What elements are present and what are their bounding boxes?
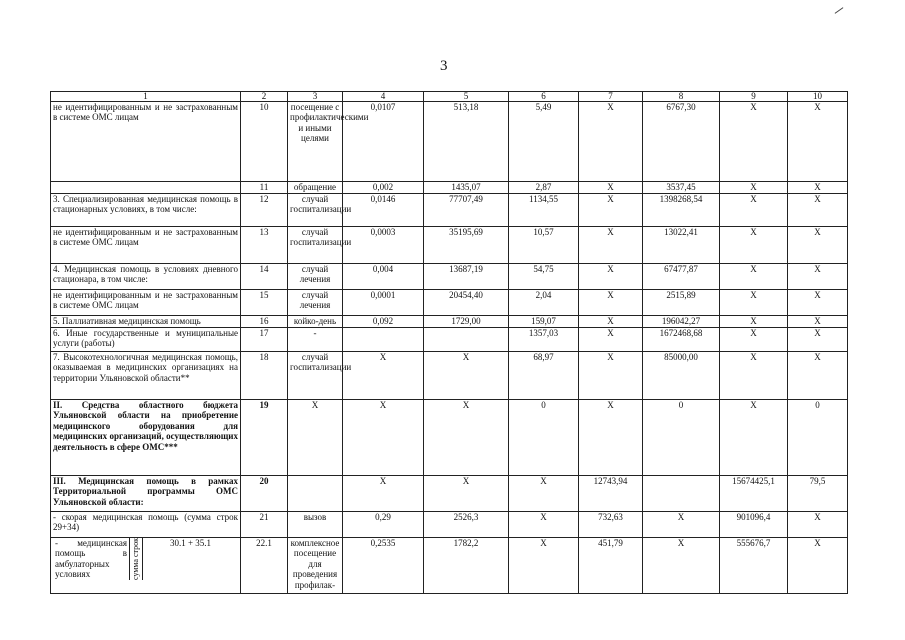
- row-col-10: Х: [788, 182, 848, 194]
- row-line-number: 11: [241, 182, 288, 194]
- row-col-4: 0,29: [343, 512, 424, 538]
- header-cell: 6: [509, 92, 579, 102]
- row-col-6: Х: [509, 538, 579, 594]
- row-col-10: 0: [788, 400, 848, 476]
- row-col-9: Х: [720, 194, 788, 227]
- row-col-5: Х: [424, 352, 509, 400]
- row-name-split: [51, 538, 241, 594]
- row-col-10: Х: [788, 264, 848, 290]
- row-name: III. Медицинская помощь в рамках Территориальной программы ОМС Ульяновской области:: [51, 476, 241, 512]
- table-row: [51, 328, 848, 352]
- row-col-8: 6767,30: [643, 102, 720, 182]
- row-name: II. Средства областного бюджета Ульяновской области на приобретение медицинского оборудования для медицинских организаций, осуществляющих деятельность в сфере ОМС***: [51, 400, 241, 476]
- row-col-9: 901096,4: [720, 512, 788, 538]
- row-col-4: 0,0003: [343, 227, 424, 264]
- row-line-number: 10: [241, 102, 288, 182]
- table-row: [51, 512, 848, 538]
- row-col-7: 12743,94: [579, 476, 643, 512]
- row-col-8: 0: [643, 400, 720, 476]
- row-name: - медицинская помощь в амбулаторных условиях: [55, 538, 127, 580]
- row-col-9: Х: [720, 264, 788, 290]
- row-col-10: Х: [788, 316, 848, 328]
- row-col-8: 196042,27: [643, 316, 720, 328]
- row-col-6: 54,75: [509, 264, 579, 290]
- row-col-5: 20454,40: [424, 290, 509, 316]
- row-line-number: 14: [241, 264, 288, 290]
- row-col-10: Х: [788, 194, 848, 227]
- row-name: 7. Высокотехнологичная медицинская помощь, оказываемая в медицинских организациях на территории Ульяновской области**: [51, 352, 241, 400]
- row-col-4: 0,002: [343, 182, 424, 194]
- row-name: [51, 182, 241, 194]
- row-col-4: [343, 328, 424, 352]
- row-name: 4. Медицинская помощь в условиях дневного стационара, в том числе:: [51, 264, 241, 290]
- row-col-7: 732,63: [579, 512, 643, 538]
- row-col-6: 5,49: [509, 102, 579, 182]
- row-col-6: Х: [509, 476, 579, 512]
- row-line-number: 13: [241, 227, 288, 264]
- row-col-10: Х: [788, 512, 848, 538]
- row-col-9: Х: [720, 182, 788, 194]
- row-name: не идентифицированным и не застрахованным в системе ОМС лицам: [51, 290, 241, 316]
- row-unit: посещение с профилактическими и иными целями: [288, 102, 343, 182]
- row-col-8: [643, 476, 720, 512]
- row-unit: -: [288, 328, 343, 352]
- row-col-6: 2,87: [509, 182, 579, 194]
- row-unit: случай лечения: [288, 264, 343, 290]
- table-row: [51, 227, 848, 264]
- row-line-number: 17: [241, 328, 288, 352]
- row-line-number: 12: [241, 194, 288, 227]
- row-col-9: Х: [720, 328, 788, 352]
- header-cell: 3: [288, 92, 343, 102]
- row-col-6: 68,97: [509, 352, 579, 400]
- row-unit: [288, 476, 343, 512]
- table-row: [51, 290, 848, 316]
- table-row: [51, 316, 848, 328]
- row-col-8: 1398268,54: [643, 194, 720, 227]
- row-line-number: 20: [241, 476, 288, 512]
- row-line-number: 15: [241, 290, 288, 316]
- row-col-8: Х: [643, 538, 720, 594]
- row-col-5: 2526,3: [424, 512, 509, 538]
- row-col-4: 0,0146: [343, 194, 424, 227]
- header-cell: 4: [343, 92, 424, 102]
- row-col-10: Х: [788, 352, 848, 400]
- row-col-6: Х: [509, 512, 579, 538]
- row-col-7: Х: [579, 290, 643, 316]
- row-col-9: 15674425,1: [720, 476, 788, 512]
- row-col-9: Х: [720, 227, 788, 264]
- row-unit: случай лечения: [288, 290, 343, 316]
- row-col-7: Х: [579, 352, 643, 400]
- row-unit: случай госпитализации: [288, 227, 343, 264]
- corner-mark: [835, 7, 844, 14]
- row-unit: койко-день: [288, 316, 343, 328]
- row-col-4: 0,2535: [343, 538, 424, 594]
- header-cell: 8: [643, 92, 720, 102]
- row-name: - скорая медицинская помощь (сумма строк 29+34): [51, 512, 241, 538]
- row-col-6: 0: [509, 400, 579, 476]
- row-col-10: Х: [788, 290, 848, 316]
- table-row: [51, 476, 848, 512]
- row-col-4: 0,0107: [343, 102, 424, 182]
- table-row: [51, 264, 848, 290]
- row-col-5: Х: [424, 400, 509, 476]
- row-line-number: 16: [241, 316, 288, 328]
- header-row: [51, 92, 848, 102]
- row-line-number: 21: [241, 512, 288, 538]
- row-col-5: 13687,19: [424, 264, 509, 290]
- row-col-5: [424, 328, 509, 352]
- row-line-number: 18: [241, 352, 288, 400]
- row-col-6: 159,07: [509, 316, 579, 328]
- row-unit: случай госпитализации: [288, 194, 343, 227]
- row-col-10: Х: [788, 227, 848, 264]
- row-col-8: 85000,00: [643, 352, 720, 400]
- row-col-7: Х: [579, 316, 643, 328]
- row-col-8: 13022,41: [643, 227, 720, 264]
- table-row: [51, 194, 848, 227]
- row-formula: 30.1 + 35.1: [169, 538, 212, 548]
- data-table: [50, 91, 848, 594]
- row-col-10: Х: [788, 328, 848, 352]
- row-col-6: 2,04: [509, 290, 579, 316]
- row-col-5: 1729,00: [424, 316, 509, 328]
- row-col-4: 0,004: [343, 264, 424, 290]
- row-col-7: Х: [579, 227, 643, 264]
- row-col-5: 513,18: [424, 102, 509, 182]
- row-col-10: Х: [788, 538, 848, 594]
- row-col-5: 1782,2: [424, 538, 509, 594]
- header-cell: 2: [241, 92, 288, 102]
- header-cell: 5: [424, 92, 509, 102]
- row-unit: случай госпитализации: [288, 352, 343, 400]
- row-col-4: 0,092: [343, 316, 424, 328]
- table-row: [51, 102, 848, 182]
- row-name: 3. Специализированная медицинская помощь в стационарных условиях, в том числе:: [51, 194, 241, 227]
- header-cell: 10: [788, 92, 848, 102]
- row-col-9: Х: [720, 400, 788, 476]
- row-name: не идентифицированным и не застрахованным в системе ОМС лицам: [51, 102, 241, 182]
- row-col-5: 35195,69: [424, 227, 509, 264]
- header-cell: 1: [51, 92, 241, 102]
- row-col-5: 77707,49: [424, 194, 509, 227]
- row-col-4: Х: [343, 400, 424, 476]
- row-col-5: 1435,07: [424, 182, 509, 194]
- vertical-label: сумма строк: [129, 538, 143, 580]
- row-col-10: Х: [788, 102, 848, 182]
- header-cell: 7: [579, 92, 643, 102]
- table-row: [51, 182, 848, 194]
- row-col-8: 2515,89: [643, 290, 720, 316]
- row-col-6: 1357,03: [509, 328, 579, 352]
- row-col-4: Х: [343, 352, 424, 400]
- row-col-9: Х: [720, 290, 788, 316]
- table-row: [51, 538, 848, 594]
- row-line-number: 22.1: [241, 538, 288, 594]
- row-col-8: Х: [643, 512, 720, 538]
- row-col-7: Х: [579, 182, 643, 194]
- row-name: 6. Иные государственные и муниципальные услуги (работы): [51, 328, 241, 352]
- row-col-10: 79,5: [788, 476, 848, 512]
- row-unit: вызов: [288, 512, 343, 538]
- row-col-7: Х: [579, 264, 643, 290]
- page-number: 3: [440, 58, 448, 74]
- row-col-4: 0,0001: [343, 290, 424, 316]
- row-unit: комплексное посещение для проведения профилак-: [288, 538, 343, 594]
- row-name: 5. Паллиативная медицинская помощь: [51, 316, 241, 328]
- row-col-8: 3537,45: [643, 182, 720, 194]
- row-col-7: Х: [579, 194, 643, 227]
- row-col-9: Х: [720, 352, 788, 400]
- row-col-5: Х: [424, 476, 509, 512]
- row-unit: обращение: [288, 182, 343, 194]
- row-col-9: 555676,7: [720, 538, 788, 594]
- row-col-7: Х: [579, 400, 643, 476]
- row-col-8: 67477,87: [643, 264, 720, 290]
- table-row: [51, 352, 848, 400]
- table-row: [51, 400, 848, 476]
- row-col-6: 10,57: [509, 227, 579, 264]
- row-col-9: Х: [720, 102, 788, 182]
- row-col-7: 451,79: [579, 538, 643, 594]
- row-col-7: Х: [579, 328, 643, 352]
- row-col-8: 1672468,68: [643, 328, 720, 352]
- row-col-9: Х: [720, 316, 788, 328]
- row-col-4: Х: [343, 476, 424, 512]
- header-cell: 9: [720, 92, 788, 102]
- row-line-number: 19: [241, 400, 288, 476]
- row-unit: Х: [288, 400, 343, 476]
- row-name: не идентифицированным и не застрахованным в системе ОМС лицам: [51, 227, 241, 264]
- row-col-7: Х: [579, 102, 643, 182]
- row-col-6: 1134,55: [509, 194, 579, 227]
